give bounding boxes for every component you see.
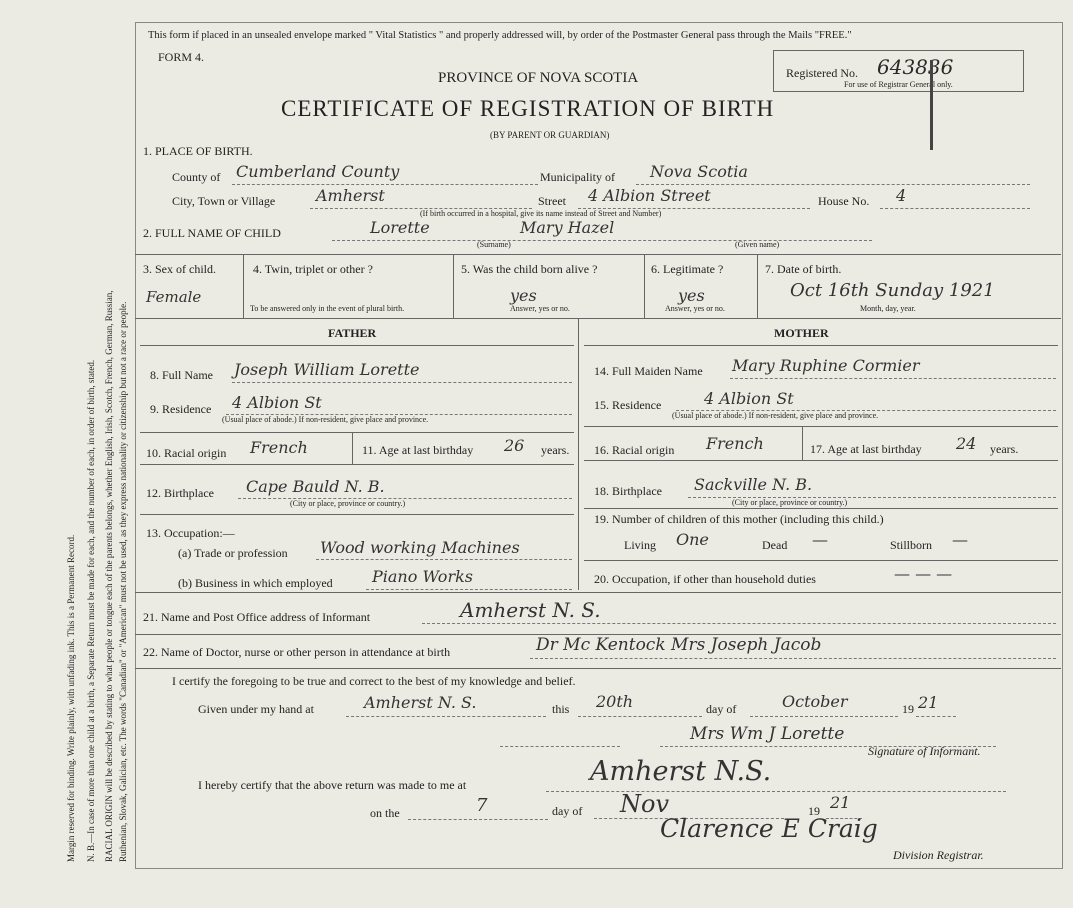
mother-residence-value: 4 Albion St: [704, 389, 794, 408]
certificate-title: CERTIFICATE OF REGISTRATION OF BIRTH: [281, 96, 775, 121]
form-number: FORM 4.: [158, 50, 205, 64]
father-age-value: 26: [504, 436, 525, 455]
registrar-signature: Clarence E Craig: [660, 814, 878, 843]
mother-age-label: 17. Age at last birthday: [810, 442, 922, 456]
father-name-label: 8. Full Name: [150, 368, 213, 382]
twin-note: To be answered only in the event of plural birth.: [250, 304, 405, 313]
house-no-label: House No.: [818, 194, 870, 208]
registered-number: 643836: [877, 55, 954, 79]
born-alive-note: Answer, yes or no.: [510, 304, 570, 313]
father-trade-value: Wood working Machines: [320, 538, 520, 557]
certify-day-value: 20th: [596, 692, 634, 711]
father-trade-label: (a) Trade or profession: [178, 546, 288, 560]
sex-value: Female: [146, 288, 202, 306]
mother-children-label: 19. Number of children of this mother (including this child.): [594, 512, 884, 526]
father-birthplace-note: (City or place, province or country.): [290, 499, 406, 508]
legitimate-value: yes: [678, 286, 705, 305]
stillborn-value: —: [952, 530, 968, 549]
given-place-value: Amherst N. S.: [364, 693, 477, 712]
house-no-value: 4: [896, 186, 907, 205]
informant-signature-caption: Signature of Informant.: [868, 744, 981, 758]
dead-label: Dead: [762, 538, 788, 552]
twin-label: 4. Twin, triplet or other ?: [253, 262, 373, 276]
registered-box: [773, 50, 1024, 92]
mother-years: years.: [990, 442, 1019, 456]
certify-year-value: 21: [918, 693, 939, 712]
legitimate-label: 6. Legitimate ?: [651, 262, 724, 276]
date-of-birth-note: Month, day, year.: [860, 304, 916, 313]
given-name-caption: (Given name): [735, 240, 780, 249]
hospital-note: (If birth occurred in a hospital, give its name instead of Street and Number): [420, 209, 662, 218]
street-label: Street: [538, 194, 566, 208]
mother-birthplace-value: Sackville N. B.: [694, 475, 813, 494]
given-under-label: Given under my hand at: [198, 702, 314, 716]
municipality-value: Nova Scotia: [650, 162, 748, 181]
father-business-value: Piano Works: [372, 567, 473, 586]
father-race-value: French: [250, 438, 308, 457]
father-name-value: Joseph William Lorette: [234, 360, 420, 379]
day-of-label: day of: [706, 702, 737, 716]
certify-year-prefix: 19: [902, 702, 914, 716]
date-of-birth-label: 7. Date of birth.: [765, 262, 842, 276]
living-value: One: [676, 530, 709, 549]
registrar-year-prefix: 19: [808, 804, 820, 818]
father-occupation-label: 13. Occupation:—: [146, 526, 235, 540]
city-value: Amherst: [316, 186, 385, 205]
father-birthplace-label: 12. Birthplace: [146, 486, 214, 500]
born-alive-label: 5. Was the child born alive ?: [461, 262, 598, 276]
county-value: Cumberland County: [236, 162, 400, 181]
margin-note-racial-origin-2: Ruthenian, Slovak, Galician, etc. The words "Canadian" or "American" must not be used, as they express nationality or citizenship but not a race or people.: [118, 301, 128, 862]
date-of-birth-value: Oct 16th Sunday 1921: [790, 280, 995, 301]
municipality-label: Municipality of: [540, 170, 615, 184]
registrar-day-value: 7: [476, 795, 488, 816]
sex-label: 3. Sex of child.: [143, 262, 216, 276]
father-residence-note: (Usual place of abode.) If non-resident, give place and province.: [222, 415, 429, 424]
mail-notice: This form if placed in an unsealed envelope marked " Vital Statistics " and properly addressed will, by order of the Postmaster General pass through the Mails "FREE.": [148, 30, 852, 41]
father-residence-value: 4 Albion St: [232, 393, 322, 412]
margin-note-racial-origin: RACIAL ORIGIN will be described by stating to what people or tongue each of the parents belongs, whether English, Irish, Scotch, French, German, Russian,: [104, 290, 114, 862]
province-heading: PROVINCE OF NOVA SCOTIA: [438, 70, 639, 86]
mother-name-label: 14. Full Maiden Name: [594, 364, 703, 378]
father-age-label: 11. Age at last birthday: [362, 443, 474, 457]
father-residence-label: 9. Residence: [150, 402, 212, 416]
registrar-certify-text: I hereby certify that the above return was made to me at: [198, 778, 467, 792]
certify-text: I certify the foregoing to be true and correct to the best of my knowledge and belief.: [172, 674, 576, 688]
child-name-label: 2. FULL NAME OF CHILD: [143, 226, 281, 240]
registrar-use-note: For use of Registrar General only.: [844, 80, 953, 89]
certificate-subtitle: (BY PARENT OR GUARDIAN): [490, 130, 610, 140]
registrar-month-value: Nov: [620, 790, 670, 818]
mother-occupation-label: 20. Occupation, if other than household duties: [594, 572, 816, 586]
county-label: County of: [172, 170, 221, 184]
surname-caption: (Surname): [477, 240, 511, 249]
father-birthplace-value: Cape Bauld N. B.: [246, 477, 385, 496]
informant-label: 21. Name and Post Office address of Informant: [143, 610, 371, 624]
registrar-pen-mark: [930, 60, 933, 150]
informant-signature: Mrs Wm J Lorette: [690, 724, 845, 744]
informant-value: Amherst N. S.: [460, 598, 601, 622]
mother-occupation-value: — — —: [894, 564, 953, 583]
stillborn-label: Stillborn: [890, 538, 933, 552]
father-race-label: 10. Racial origin: [146, 446, 227, 460]
father-heading: FATHER: [328, 326, 377, 340]
father-business-label: (b) Business in which employed: [178, 576, 333, 590]
mother-age-value: 24: [956, 434, 977, 453]
dead-value: —: [812, 530, 828, 549]
mother-birthplace-note: (City or place, province or country.): [732, 498, 848, 507]
place-of-birth-heading: 1. PLACE OF BIRTH.: [143, 144, 253, 158]
city-label: City, Town or Village: [172, 194, 276, 208]
child-surname-value: Lorette: [370, 218, 430, 237]
registrar-caption: Division Registrar.: [893, 848, 984, 862]
mother-name-value: Mary Ruphine Cormier: [732, 356, 920, 375]
born-alive-value: yes: [510, 286, 537, 305]
child-given-name-value: Mary Hazel: [520, 218, 615, 237]
margin-note-binding: Margin reserved for binding. Write plainly, with unfading ink. This is a Permanent Record.: [66, 534, 76, 862]
certify-month-value: October: [782, 692, 848, 711]
mother-race-value: French: [706, 434, 764, 453]
margin-note-multiple-births: N. B.—In case of more than one child at a birth, a Separate Return must be made for each, and the number of each, in order of birth, stated.: [86, 359, 96, 862]
street-value: 4 Albion Street: [588, 186, 711, 205]
living-label: Living: [624, 538, 656, 552]
mother-residence-note: (Usual place of abode.) If non-resident, give place and province.: [672, 411, 879, 420]
doctor-label: 22. Name of Doctor, nurse or other person in attendance at birth: [143, 645, 451, 659]
mother-heading: MOTHER: [774, 326, 829, 340]
registered-label: Registered No.: [786, 66, 858, 80]
mother-race-label: 16. Racial origin: [594, 443, 675, 457]
father-years: years.: [541, 443, 570, 457]
registrar-place-value: Amherst N.S.: [590, 756, 772, 787]
mother-birthplace-label: 18. Birthplace: [594, 484, 662, 498]
mother-residence-label: 15. Residence: [594, 398, 662, 412]
on-the-label: on the: [370, 806, 400, 820]
legitimate-note: Answer, yes or no.: [665, 304, 725, 313]
registrar-year-value: 21: [830, 793, 851, 812]
doctor-value: Dr Mc Kentock Mrs Joseph Jacob: [536, 635, 822, 655]
this-label: this: [552, 702, 570, 716]
registrar-day-of-label: day of: [552, 804, 583, 818]
